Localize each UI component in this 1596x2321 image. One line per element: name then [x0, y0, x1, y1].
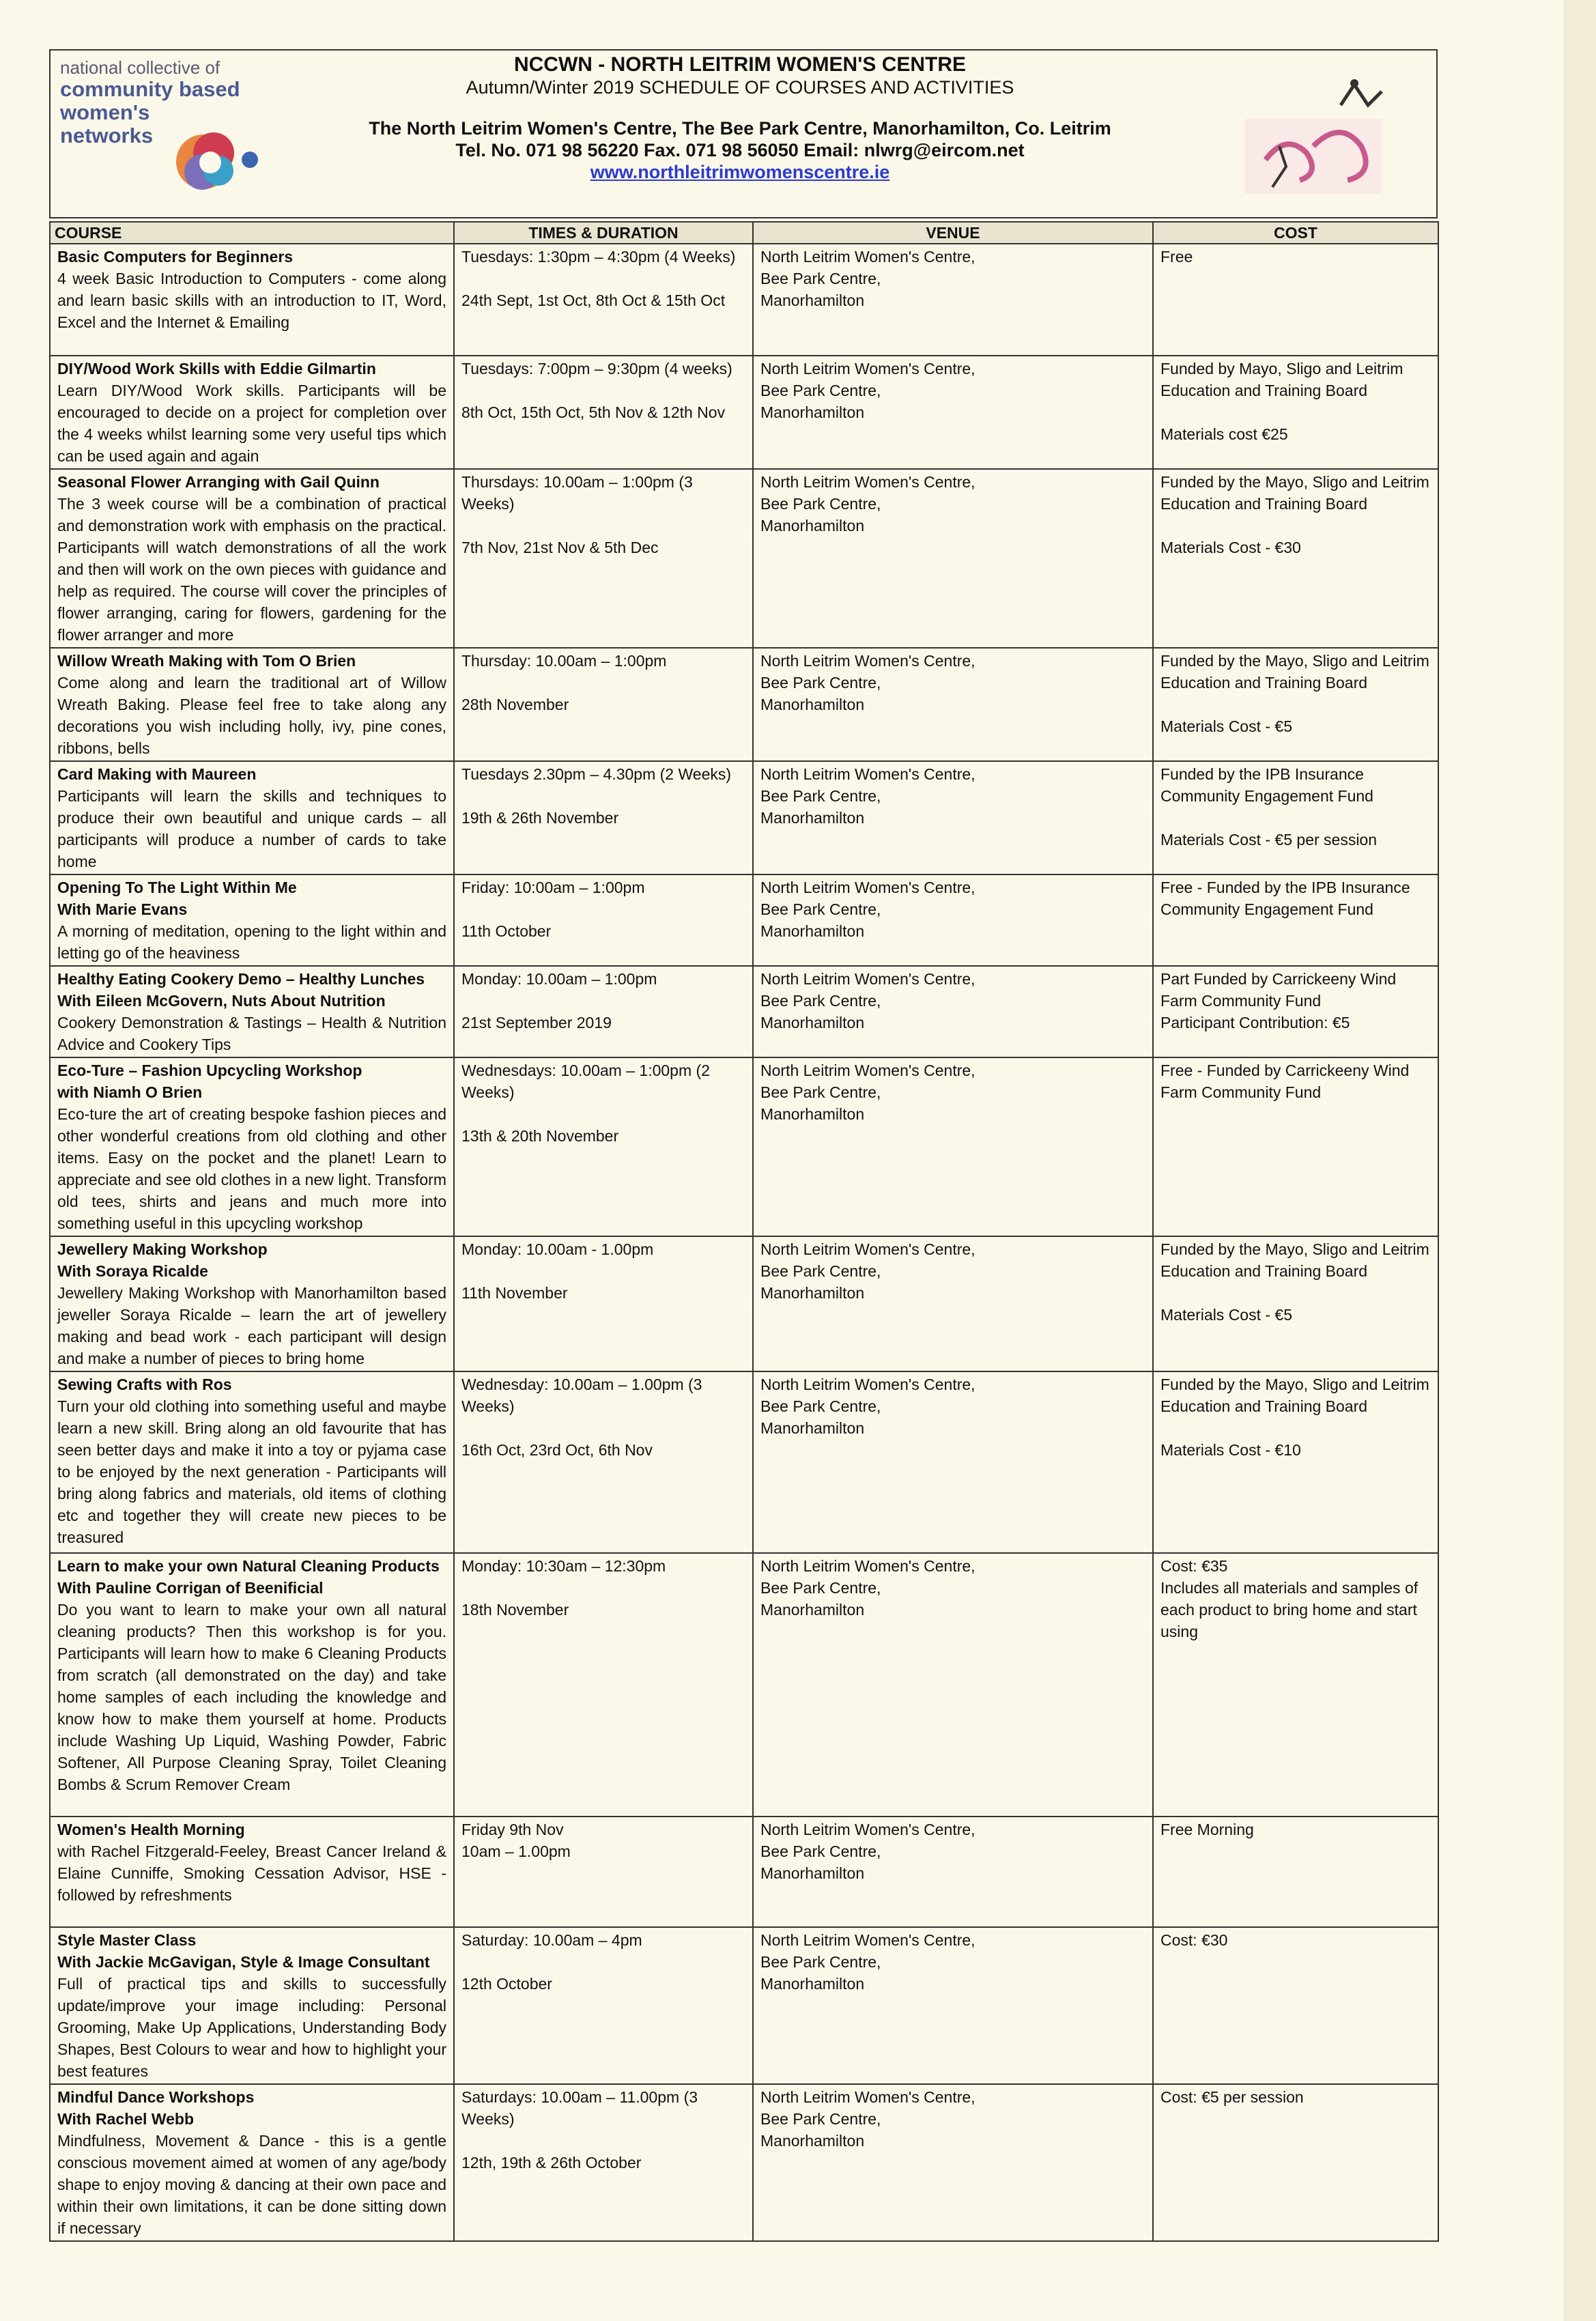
course-dates: 21st September 2019	[461, 1014, 612, 1031]
venue-cell	[753, 1817, 1153, 1927]
cost-line: Materials Cost - €30	[1160, 539, 1301, 556]
cost-line: Materials Cost - €5	[1160, 717, 1293, 735]
course-description: Eco-ture the art of creating bespoke fashion pieces and other wonderful creations from old clothing and other items. Easy on the pocket and the planet! Learn to appreciate and see old clothes in a new light. Transform old tees, shirts and jeans and much more into something useful in this upcycling workshop	[57, 1105, 446, 1232]
course-title: With Soraya Ricalde	[57, 1262, 208, 1280]
course-cell	[50, 648, 454, 761]
times-cell	[454, 244, 753, 356]
spacer	[461, 898, 745, 920]
course-dates: 11th November	[461, 1284, 568, 1302]
table-row	[50, 761, 1438, 874]
column-header-cost: COST	[1153, 222, 1438, 244]
course-cell	[50, 244, 454, 356]
cost-cell	[1153, 761, 1438, 874]
course-title: With Jackie McGavigan, Style & Image Consultant	[57, 1953, 430, 1971]
course-time: Wednesday: 10.00am – 1.00pm (3 Weeks)	[461, 1376, 702, 1415]
course-description: Mindfulness, Movement & Dance - this is a gentle conscious movement aimed at women of any age/body shape to enjoy moving & dancing at their own pace and within their own limitations, it can be done sitting down if necessary	[57, 2132, 446, 2237]
venue-line: North Leitrim Women's Centre,	[760, 248, 975, 266]
table-row	[50, 2084, 1438, 2241]
venue-cell	[753, 2084, 1153, 2241]
venue-line: Bee Park Centre,	[760, 382, 881, 399]
cost-cell	[1153, 1817, 1438, 1927]
cost-line: Education and Training Board	[1160, 1262, 1368, 1280]
dancers-graphic-icon	[1238, 78, 1395, 194]
course-title: Learn to make your own Natural Cleaning Products	[57, 1557, 440, 1575]
times-cell	[454, 1371, 753, 1553]
table-row	[50, 244, 1438, 356]
course-title: DIY/Wood Work Skills with Eddie Gilmartin	[57, 360, 376, 378]
venue-line: North Leitrim Women's Centre,	[760, 360, 975, 378]
course-title: Mindful Dance Workshops	[57, 2088, 255, 2106]
course-cell	[50, 874, 454, 966]
times-cell	[454, 874, 753, 966]
course-description: with Rachel Fitzgerald-Feeley, Breast Cancer Ireland & Elaine Cunniffe, Smoking Cessation Advisor, HSE - followed by refreshments	[57, 1842, 446, 1904]
table-row	[50, 1236, 1438, 1371]
course-dates: 11th October	[461, 922, 552, 940]
course-description: Learn DIY/Wood Work skills. Participants will be encouraged to decide on a project for completion over the 4 weeks whilst learning some very useful tips which can be used again and again	[57, 382, 446, 465]
table-row	[50, 874, 1438, 966]
course-title: Card Making with Maureen	[57, 765, 257, 783]
course-title: With Pauline Corrigan of Beenificial	[57, 1579, 324, 1597]
table-row	[50, 469, 1438, 648]
page-title: NCCWN - NORTH LEITRIM WOMEN'S CENTRE	[513, 53, 967, 76]
course-dates: 19th & 26th November	[461, 809, 619, 827]
website-link[interactable]: www.northleitrimwomenscentre.ie	[590, 162, 890, 182]
venue-line: Bee Park Centre,	[760, 1083, 881, 1101]
page-subtitle: Autumn/Winter 2019 SCHEDULE OF COURSES AND ACTIVITIES	[466, 77, 1014, 98]
venue-line: North Leitrim Women's Centre,	[760, 652, 975, 670]
course-dates: 12th October	[461, 1975, 552, 1993]
course-cell	[50, 356, 454, 469]
course-time: Monday: 10:30am – 12:30pm	[461, 1557, 666, 1575]
times-cell	[454, 966, 753, 1057]
cost-cell	[1153, 1057, 1438, 1236]
cost-line: Funded by the Mayo, Sligo and Leitrim	[1160, 1376, 1429, 1393]
cost-line	[1160, 1417, 1431, 1439]
venue-line: North Leitrim Women's Centre,	[760, 1821, 975, 1838]
venue-line: Bee Park Centre,	[760, 1842, 881, 1860]
venue-line: Bee Park Centre,	[760, 495, 881, 513]
venue-line: Bee Park Centre,	[760, 1262, 881, 1280]
times-cell	[454, 1236, 753, 1371]
course-description: Turn your old clothing into something useful and maybe learn a new skill. Bring along an old favourite that has seen better days and make it into a toy or pyjama case to be enjoyed by the next generation - Participants will bring along fabrics and materials, old items of clothing etc and together they will create new pieces to be treasured	[57, 1397, 446, 1546]
course-title: Opening To The Light Within Me	[57, 879, 297, 896]
venue-line: Bee Park Centre,	[760, 787, 881, 805]
venue-cell	[753, 469, 1153, 648]
course-description: The 3 week course will be a combination of practical and demonstration work with emphasis on the practical. Participants will watch demonstrations of all the work and then will work on the own pieces with guidance and help as required. The course will cover the principles of flower arranging, caring for flowers, gardening for the flower arranger and more	[57, 495, 446, 644]
cost-line	[1160, 1282, 1431, 1304]
course-description: Do you want to learn to make your own all natural cleaning products? Then this workshop is for you. Participants will learn how to make 6 Cleaning Products from scratch (all demonstrated on the day) and take home samples of each including the knowledge and know how to make them yourself at home. Products include Washing Up Liquid, Washing Powder, Fabric Softener, All Purpose Cleaning Spray, Toilet Cleaning Bombs & Scrum Remover Cream	[57, 1601, 446, 1793]
cost-cell	[1153, 469, 1438, 648]
cost-line: Funded by the Mayo, Sligo and Leitrim	[1160, 652, 1429, 670]
spacer	[461, 2130, 745, 2152]
logo-line: national collective of	[60, 57, 220, 78]
course-cell	[50, 1371, 454, 1553]
course-cell	[50, 1057, 454, 1236]
course-time: Saturday: 10.00am – 4pm	[461, 1931, 642, 1949]
course-title: Basic Computers for Beginners	[57, 248, 294, 266]
venue-line: Bee Park Centre,	[760, 900, 881, 918]
column-header-times: TIMES & DURATION	[454, 222, 753, 244]
course-title: With Eileen McGovern, Nuts About Nutrition	[57, 992, 386, 1010]
cost-line: Materials Cost - €5 per session	[1160, 831, 1378, 849]
course-dates: 10am – 1.00pm	[461, 1842, 571, 1860]
times-cell	[454, 1927, 753, 2084]
venue-line: Manorhamilton	[760, 809, 865, 827]
venue-line: Bee Park Centre,	[760, 270, 881, 287]
venue-line: Bee Park Centre,	[760, 1953, 881, 1971]
logo-emblem-icon	[162, 124, 265, 206]
table-row	[50, 1927, 1438, 2084]
venue-line: Bee Park Centre,	[760, 992, 881, 1010]
venue-line: Manorhamilton	[760, 403, 865, 421]
times-cell	[454, 2084, 753, 2241]
venue-cell	[753, 244, 1153, 356]
cost-cell	[1153, 1236, 1438, 1371]
cost-line: Materials cost €25	[1160, 425, 1288, 443]
cost-line: Part Funded by Carrickeeny Wind	[1160, 970, 1397, 988]
cost-cell	[1153, 2084, 1438, 2241]
spacer	[461, 1951, 745, 1973]
venue-cell	[753, 761, 1153, 874]
course-cell	[50, 1236, 454, 1371]
course-title: with Niamh O Brien	[57, 1083, 203, 1101]
cost-line: Farm Community Fund	[1160, 1083, 1322, 1101]
venue-line: Manorhamilton	[760, 1975, 865, 1993]
course-dates: 16th Oct, 23rd Oct, 6th Nov	[461, 1441, 653, 1459]
course-cell	[50, 1817, 454, 1927]
venue-cell	[753, 1371, 1153, 1553]
venue-line: Manorhamilton	[760, 291, 865, 309]
course-cell	[50, 469, 454, 648]
venue-line: Bee Park Centre,	[760, 1579, 881, 1597]
course-cell	[50, 761, 454, 874]
table-row	[50, 648, 1438, 761]
course-cell	[50, 1553, 454, 1817]
course-title: Eco-Ture – Fashion Upcycling Workshop	[57, 1062, 362, 1079]
times-cell	[454, 469, 753, 648]
cost-line: Funded by the IPB Insurance	[1160, 765, 1364, 783]
cost-cell	[1153, 244, 1438, 356]
course-time: Saturdays: 10.00am – 11.00pm (3 Weeks)	[461, 2088, 698, 2128]
cost-line: Cost: €30	[1160, 1931, 1228, 1949]
document-header	[49, 49, 1438, 218]
venue-line: Bee Park Centre,	[760, 674, 881, 692]
course-dates: 8th Oct, 15th Oct, 5th Nov & 12th Nov	[461, 403, 726, 421]
cost-cell	[1153, 874, 1438, 966]
venue-line: Manorhamilton	[760, 1864, 865, 1882]
cost-line: Education and Training Board	[1160, 1397, 1368, 1415]
spacer	[461, 1260, 745, 1282]
column-header-venue: VENUE	[753, 222, 1153, 244]
times-cell	[454, 648, 753, 761]
course-title: Seasonal Flower Arranging with Gail Quinn	[57, 473, 380, 491]
venue-cell	[753, 1057, 1153, 1236]
venue-cell	[753, 1927, 1153, 2084]
cost-line: Education and Training Board	[1160, 495, 1368, 513]
course-dates: 24th Sept, 1st Oct, 8th Oct & 15th Oct	[461, 291, 726, 309]
header-title-block	[296, 53, 1184, 183]
spacer	[461, 1417, 745, 1439]
course-title: With Marie Evans	[57, 900, 188, 918]
venue-line: Manorhamilton	[760, 2132, 865, 2150]
cost-line: Community Engagement Fund	[1160, 900, 1373, 918]
cost-line: Funded by the Mayo, Sligo and Leitrim	[1160, 1240, 1429, 1258]
course-description: 4 week Basic Introduction to Computers - come along and learn basic skills with an introduction to IT, Word, Excel and the Internet & Emailing	[57, 270, 446, 331]
course-title: Sewing Crafts with Ros	[57, 1376, 232, 1393]
venue-line: Manorhamilton	[760, 1105, 865, 1123]
venue-line: Manorhamilton	[760, 1284, 865, 1302]
cost-line: using	[1160, 1623, 1198, 1640]
cost-line: Free - Funded by the IPB Insurance	[1160, 879, 1410, 896]
spacer	[461, 672, 745, 694]
venue-cell	[753, 966, 1153, 1057]
venue-line: North Leitrim Women's Centre,	[760, 879, 975, 896]
spacer	[461, 1577, 745, 1599]
table-header-row	[50, 222, 1438, 244]
cost-line: Free - Funded by Carrickeeny Wind	[1160, 1062, 1410, 1079]
nccwn-logo	[60, 57, 279, 214]
cost-line: Materials Cost - €10	[1160, 1441, 1301, 1459]
cost-line: Cost: €35	[1160, 1557, 1228, 1575]
course-schedule-table	[49, 221, 1439, 2242]
course-time: Monday: 10.00am – 1:00pm	[461, 970, 657, 988]
table-row	[50, 1553, 1438, 1817]
course-time: Tuesdays: 7:00pm – 9:30pm (4 weeks)	[461, 360, 732, 378]
venue-line: Manorhamilton	[760, 922, 865, 940]
cost-cell	[1153, 1927, 1438, 2084]
cost-line: Participant Contribution: €5	[1160, 1014, 1350, 1031]
cost-line	[1160, 515, 1431, 537]
course-time: Monday: 10.00am - 1.00pm	[461, 1240, 654, 1258]
course-description: Full of practical tips and skills to successfully update/improve your image including: Personal Grooming, Make Up Applications, Understanding Body Shapes, Best Colours to wear and how to highlight your best features	[57, 1975, 446, 2080]
course-dates: 13th & 20th November	[461, 1127, 619, 1145]
times-cell	[454, 1817, 753, 1927]
spacer	[461, 785, 745, 807]
venue-line: North Leitrim Women's Centre,	[760, 1376, 975, 1393]
course-dates: 28th November	[461, 696, 569, 713]
course-title: Willow Wreath Making with Tom O Brien	[57, 652, 356, 670]
times-cell	[454, 356, 753, 469]
cost-line	[1160, 401, 1431, 423]
cost-cell	[1153, 1553, 1438, 1817]
spacer	[461, 990, 745, 1012]
venue-line: North Leitrim Women's Centre,	[760, 1240, 975, 1258]
course-description: A morning of meditation, opening to the light within and letting go of the heaviness	[57, 922, 446, 962]
column-header-course: COURSE	[50, 222, 454, 244]
spacer	[461, 268, 745, 289]
cost-cell	[1153, 1371, 1438, 1553]
cost-cell	[1153, 648, 1438, 761]
course-time: Thursdays: 10.00am – 1:00pm (3 Weeks)	[461, 473, 693, 513]
logo-line: women's	[60, 100, 150, 124]
cost-cell	[1153, 966, 1438, 1057]
course-time: Wednesdays: 10.00am – 1:00pm (2 Weeks)	[461, 1062, 710, 1101]
times-cell	[454, 1553, 753, 1817]
course-title: Women's Health Morning	[57, 1821, 245, 1838]
cost-line	[1160, 807, 1431, 829]
centre-address: The North Leitrim Women's Centre, The Bee Park Centre, Manorhamilton, Co. Leitrim	[369, 118, 1111, 139]
course-time: Friday: 10:00am – 1:00pm	[461, 879, 645, 896]
logo-line: networks	[60, 124, 154, 147]
cost-line: Cost: €5 per session	[1160, 2088, 1304, 2106]
cost-line: each product to bring home and start	[1160, 1601, 1417, 1619]
venue-cell	[753, 1236, 1153, 1371]
cost-line: Funded by the Mayo, Sligo and Leitrim	[1160, 473, 1429, 491]
cost-line: Farm Community Fund	[1160, 992, 1322, 1010]
venue-line: North Leitrim Women's Centre,	[760, 2088, 975, 2106]
venue-line: North Leitrim Women's Centre,	[760, 1557, 975, 1575]
venue-cell	[753, 1553, 1153, 1817]
cost-line: Free Morning	[1160, 1821, 1254, 1838]
cost-line: Includes all materials and samples of	[1160, 1579, 1419, 1597]
course-time: Tuesdays 2.30pm – 4.30pm (2 Weeks)	[461, 765, 732, 783]
cost-line: Education and Training Board	[1160, 674, 1368, 692]
cost-cell	[1153, 356, 1438, 469]
cost-line	[1160, 694, 1431, 715]
venue-line: Bee Park Centre,	[760, 2110, 881, 2128]
table-row	[50, 1057, 1438, 1236]
contact-details: Tel. No. 071 98 56220 Fax. 071 98 56050 Email: nlwrg@eircom.net	[455, 140, 1025, 160]
course-cell	[50, 2084, 454, 2241]
course-dates: 7th Nov, 21st Nov & 5th Dec	[461, 539, 659, 556]
course-description: Cookery Demonstration & Tastings – Health & Nutrition Advice and Cookery Tips	[57, 1014, 446, 1053]
course-dates: 12th, 19th & 26th October	[461, 2154, 642, 2172]
cost-line: Free	[1160, 248, 1193, 266]
course-description: Jewellery Making Workshop with Manorhamilton based jeweller Soraya Ricalde – learn the art of jewellery making and bead work - each participant will design and make a number of pieces to bring home	[57, 1284, 446, 1367]
table-row	[50, 356, 1438, 469]
cost-line: Education and Training Board	[1160, 382, 1368, 399]
times-cell	[454, 761, 753, 874]
venue-line: Manorhamilton	[760, 517, 865, 535]
times-cell	[454, 1057, 753, 1236]
venue-line: Manorhamilton	[760, 1014, 865, 1031]
course-cell	[50, 1927, 454, 2084]
venue-line: Manorhamilton	[760, 696, 865, 713]
venue-cell	[753, 356, 1153, 469]
spacer	[461, 1103, 745, 1125]
course-description: Come along and learn the traditional art of Willow Wreath Baking. Please feel free to take along any decorations you wish including holly, ivy, pine cones, ribbons, bells	[57, 674, 446, 757]
course-title: Style Master Class	[57, 1931, 197, 1949]
course-description: Participants will learn the skills and techniques to produce their own beautiful and unique cards – all participants will produce a number of cards to take home	[57, 787, 446, 870]
venue-line: North Leitrim Women's Centre,	[760, 765, 975, 783]
venue-line: North Leitrim Women's Centre,	[760, 970, 975, 988]
table-row	[50, 1371, 1438, 1553]
cost-line: Materials Cost - €5	[1160, 1306, 1293, 1324]
spacer	[461, 515, 745, 537]
table-row	[50, 966, 1438, 1057]
venue-cell	[753, 874, 1153, 966]
logo-line: community based	[60, 77, 240, 101]
venue-line: Bee Park Centre,	[760, 1397, 881, 1415]
venue-line: North Leitrim Women's Centre,	[760, 1062, 975, 1079]
page-edge	[1563, 0, 1596, 2321]
venue-line: Manorhamilton	[760, 1419, 865, 1437]
venue-cell	[753, 648, 1153, 761]
venue-line: North Leitrim Women's Centre,	[760, 473, 975, 491]
course-time: Tuesdays: 1:30pm – 4:30pm (4 Weeks)	[461, 248, 736, 266]
spacer	[461, 380, 745, 401]
venue-line: North Leitrim Women's Centre,	[760, 1931, 975, 1949]
cost-line: Community Engagement Fund	[1160, 787, 1373, 805]
course-time: Thursday: 10.00am – 1:00pm	[461, 652, 667, 670]
venue-line: Manorhamilton	[760, 1601, 865, 1619]
course-dates: 18th November	[461, 1601, 569, 1619]
course-title: Healthy Eating Cookery Demo – Healthy Lunches	[57, 970, 425, 988]
table-row	[50, 1817, 1438, 1927]
course-cell	[50, 966, 454, 1057]
course-time: Friday 9th Nov	[461, 1821, 564, 1838]
course-title: With Rachel Webb	[57, 2110, 194, 2128]
course-title: Jewellery Making Workshop	[57, 1240, 268, 1258]
cost-line: Funded by Mayo, Sligo and Leitrim	[1160, 360, 1403, 378]
